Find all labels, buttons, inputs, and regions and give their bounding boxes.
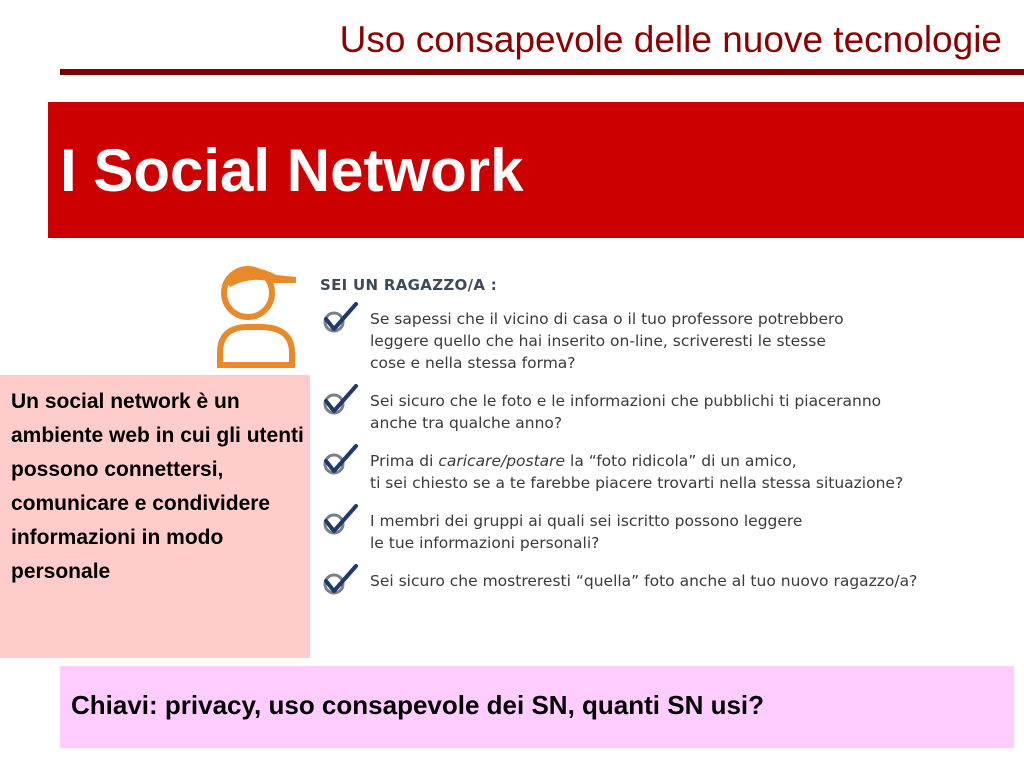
checklist-line xyxy=(370,450,1020,472)
person-icon xyxy=(212,253,304,371)
checkmark-icon xyxy=(320,504,360,538)
checklist-line: ti sei chiesto se a te farebbe piacere trovarti nella stessa situazione? xyxy=(370,474,904,492)
line-text: la “foto ridicola” di un amico, xyxy=(565,452,797,470)
header-divider xyxy=(60,69,1024,75)
title-band xyxy=(48,102,1024,238)
checklist-heading: SEI UN RAGAZZO/A : xyxy=(320,276,498,294)
checklist-line: leggere quello che hai inserito on-line, scriveresti le stesse xyxy=(370,332,826,350)
checklist-line: Se sapessi che il vicino di casa o il tuo professore potrebbero xyxy=(370,310,844,328)
checklist-item xyxy=(320,570,1020,592)
checklist-item xyxy=(320,390,1020,434)
definition-text: Un social network è un ambiente web in cui gli utenti possono connettersi, comunicare e condividere informazioni in modo personale xyxy=(11,390,304,583)
line-text: Prima di xyxy=(370,452,439,470)
checklist-line: Sei sicuro che le foto e le informazioni che pubblichi ti piaceranno xyxy=(370,392,882,410)
keys-box xyxy=(60,666,1014,748)
keys-text: Chiavi: privacy, uso consapevole dei SN, quanti SN usi? xyxy=(71,690,765,720)
checklist-line: cose e nella stessa forma? xyxy=(370,354,576,372)
checklist-line: I membri dei gruppi ai quali sei iscritto possono leggere xyxy=(370,512,803,530)
checklist-line: anche tra qualche anno? xyxy=(370,414,563,432)
checklist-item xyxy=(320,450,1020,494)
checkmark-icon xyxy=(320,444,360,478)
checkmark-icon xyxy=(320,384,360,418)
checklist-line: Sei sicuro che mostreresti “quella” foto anche al tuo nuovo ragazzo/a? xyxy=(370,572,918,590)
definition-box xyxy=(0,375,310,658)
checklist-line: le tue informazioni personali? xyxy=(370,534,600,552)
checklist-panel xyxy=(320,270,1020,608)
checklist-item xyxy=(320,308,1020,374)
presentation-title: Uso consapevole delle nuove tecnologie xyxy=(339,19,1002,60)
slide-title: I Social Network xyxy=(60,137,524,204)
checklist-item xyxy=(320,510,1020,554)
italic-term: caricare/postare xyxy=(438,452,566,470)
checkmark-icon xyxy=(320,564,360,598)
checkmark-icon xyxy=(320,302,360,336)
